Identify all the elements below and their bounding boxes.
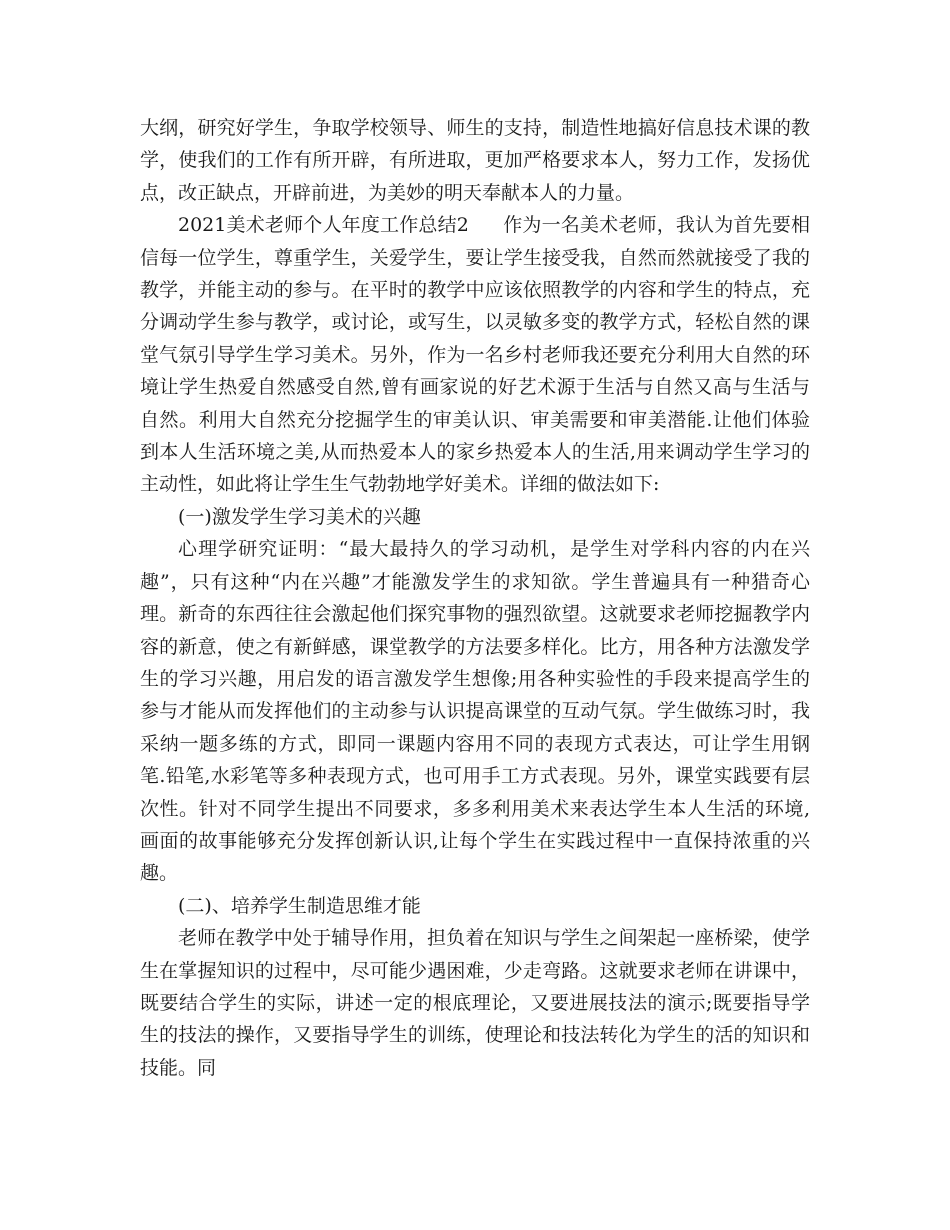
document-body [140, 112, 810, 1084]
paragraph-teacher-role: 老师在教学中处于辅导作用，担负着在知识与学生之间架起一座桥梁，使学生在掌握知识的过程中，尽可能少遇困难，少走弯路。这就要求老师在讲课中，既要结合学生的实际，讲述一定的根底理论，又要进展技法的演示;既要指导学生的技法的操作，又要指导学生的训练，使理论和技法转化为学生的活的知识和技能。同 [140, 927, 810, 1079]
paragraph-section-title [140, 209, 810, 501]
subheading-creative-thinking: (二)、培养学生制造思维才能 [178, 894, 421, 917]
section-intro-text: 作为一名美术老师，我认为首先要相信每一位学生，尊重学生，关爱学生，要让学生接受我，自然而然就接受了我的教学，并能主动的参与。在平时的教学中应该依照教学的内容和学生的特点，充分调动学生参与教学，或讨论，或写生，以灵敏多变的教学方式，轻松自然的课堂气氛引导学生学习美术。另外，作为一名乡村老师我还要充分利用大自然的环境让学生热爱自然感受自然,曾有画家说的好艺术源于生活与自然又高与生活与自然。利用大自然充分挖掘学生的审美认识、审美需要和审美潜能.让他们体验到本人生活环境之美,从而热爱本人的家乡热爱本人的生活,用来调动学生学习的主动性，如此将让学生生气勃勃地学好美术。详细的做法如下: [140, 214, 810, 496]
paragraph-interest: 心理学研究证明：“最大最持久的学习动机，是学生对学科内容的内在兴趣”，只有这种“内在兴趣”才能激发学生的求知欲。学生普遍具有一种猎奇心理。新奇的东西往往会激起他们探究事物的强烈欲望。这就要求老师挖掘教学内容的新意，使之有新鲜感，课堂教学的方法要多样化。比方，用各种方法激发学生的学习兴趣，用启发的语言激发学生想像;用各种实验性的手段来提高学生的参与才能从而发挥他们的主动参与认识提高课堂的互动气氛。学生做练习时，我采纳一题多练的方式，即同一课题内容用不同的表现方式表达，可让学生用钢笔.铅笔,水彩笔等多种表现方式，也可用手工方式表现。另外，课堂实践要有层次性。针对不同学生提出不同要求，多多利用美术来表达学生本人生活的环境,画面的故事能够充分发挥创新认识,让每个学生在实践过程中一直保持浓重的兴趣。 [140, 538, 810, 885]
paragraph-continuation: 大纲，研究好学生，争取学校领导、师生的支持，制造性地搞好信息技术课的教学，使我们的工作有所开辟，有所进取，更加严格要求本人，努力工作，发扬优点，改正缺点，开辟前进，为美妙的明天奉献本人的力量。 [140, 117, 810, 204]
subheading-interest: (一)激发学生学习美术的兴趣 [178, 505, 421, 528]
section-title: 2021美术老师个人年度工作总结2 [178, 214, 469, 237]
